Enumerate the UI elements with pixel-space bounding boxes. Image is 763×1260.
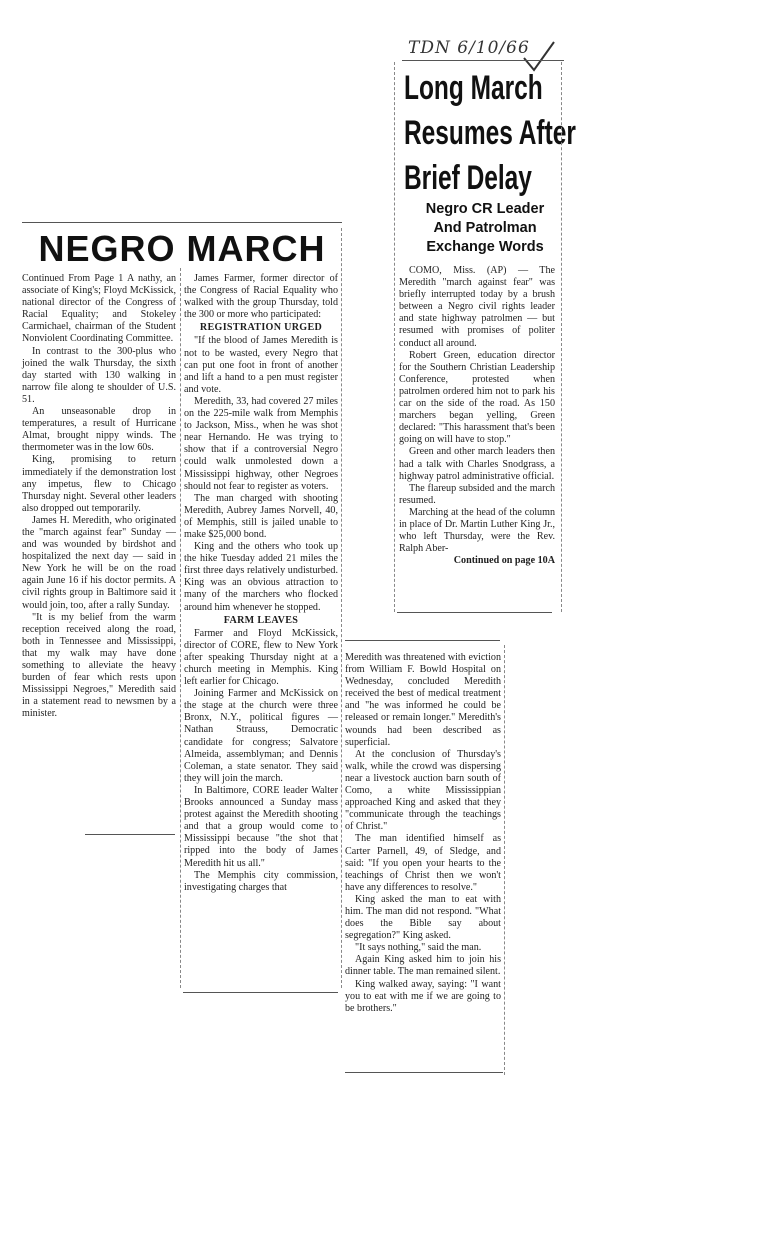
body-paragraph: COMO, Miss. (AP) — The Meredith "march against fear" was briefly interrupted today by a brush between a Negro civil rights leader and state highway patrolmen — but resumed with promises of politer conduct all around.: [399, 265, 555, 349]
body-paragraph: James H. Meredith, who originated the "march against fear" Sunday — and was wounded by birdshot and hospitalized the next day — said in New York he will be on the road again June 16 if his doctor permits. A civil rights group in Baltimore said it would join, too, after a rally Sunday.: [22, 514, 176, 611]
deck-line-3: Exchange Words: [426, 239, 544, 255]
body-paragraph: The flareup subsided and the march resumed.: [399, 482, 555, 506]
body-paragraph: The Memphis city commission, investigating charges that: [184, 869, 338, 893]
column-end-rule: [183, 992, 338, 993]
column-divider: [341, 228, 342, 988]
body-paragraph: Green and other march leaders then had a talk with Charles Snodgrass, a highway patrol administrative official.: [399, 446, 555, 482]
body-paragraph: Marching at the head of the column in place of Dr. Martin Luther King Jr., who left Thursday, were the Rev. Ralph Aber-: [399, 506, 555, 555]
body-paragraph: Farmer and Floyd McKissick, director of CORE, flew to New York after speaking Thursday night at a church meeting in Memphis. King left earlier for Chicago.: [184, 627, 338, 688]
body-paragraph: The man charged with shooting Meredith, Aubrey James Norvell, 40, of Memphis, still is jailed unable to make $25,000 bond.: [184, 492, 338, 540]
right-article-left-rule: [394, 62, 395, 612]
headline-line-3: Brief Delay: [404, 159, 532, 197]
right-article-bottom-rule: [397, 612, 552, 613]
subhead-registration: REGISTRATION URGED: [199, 322, 323, 334]
headline-line-2: Resumes After: [404, 114, 576, 152]
body-paragraph: King, promising to return immediately if the demonstration lost any impetus, flew to Chicago Thursday night. Several other leaders also dropped out temporarily.: [22, 454, 176, 514]
body-paragraph: An unseasonable drop in temperatures, a result of Hurricane Almat, brought nippy winds. The thermometer was in the low 60s.: [22, 406, 176, 454]
right-headline: [404, 66, 576, 201]
body-paragraph: Again King asked him to join his dinner table. The man remained silent.: [345, 954, 501, 978]
body-paragraph: King and the others who took up the hike Tuesday added 21 miles the first three days relatively undisturbed. King was an obvious attraction to many of the marchers who flocked around him whenever he stopped.: [184, 541, 338, 613]
column-divider: [504, 645, 505, 1075]
column-divider: [180, 268, 181, 988]
column-end-rule: [345, 1072, 503, 1073]
body-paragraph: King walked away, saying: "I want you to eat with me if we are going to be brothers.": [345, 978, 501, 1014]
deck-line-1: Negro CR Leader: [425, 201, 545, 217]
body-paragraph: Robert Green, education director for the Southern Christian Leadership Conference, protested when patrolmen ordered him not to park his car on the side of the road. As 150 marchers began yelling, Green declared: "This harassment that's been going on will have to stop.": [399, 349, 555, 446]
body-paragraph: "If the blood of James Meredith is not to be wasted, every Negro that can put one foot in front of another and lift a hand to a pen must register and vote.: [184, 335, 338, 395]
continued-line: Continued on page 10A: [453, 555, 555, 567]
body-paragraph: At the conclusion of Thursday's walk, while the crowd was dispersing near a livestock auction barn south of Como, a white Mississippian approached King and asked that they "communicate through the teachings of Christ.": [345, 748, 501, 833]
body-paragraph: James Farmer, former director of the Congress of Racial Equality who walked with the group Thursday, told the 300 or more who participated:: [184, 273, 338, 321]
right-article-right-rule: [561, 62, 562, 612]
body-paragraph: Joining Farmer and McKissick on the stage at the church were three Bronx, N.Y., political figures — Nathan Strauss, Democratic candidate for congress; Salvatore Almeida, assemblyman; and Dennis Coleman, a state senator. They said they will join the march.: [184, 688, 338, 784]
body-paragraph: King asked the man to eat with him. The man did not respond. "What does the Bible say about segregation?" King asked.: [345, 893, 501, 942]
header-rule: [402, 60, 564, 61]
right-article-body: [399, 265, 555, 567]
handwritten-date-note: TDN 6/10/66: [408, 38, 530, 58]
subhead-farm-leaves: FARM LEAVES: [223, 614, 299, 626]
third-column: [345, 652, 501, 1015]
right-deck: [400, 200, 570, 257]
column-end-rule: [85, 834, 175, 835]
left-headline: NEGRO MARCH: [38, 228, 326, 269]
body-paragraph: The man identified himself as Carter Parnell, 49, of Sledge, and said: "If you open your hearts to the teachings of Christ then we won't have any differences to resolve.": [345, 833, 501, 893]
deck-line-2: And Patrolman: [433, 220, 537, 236]
body-paragraph: "It says nothing," said the man.: [355, 942, 482, 954]
left-column-2: [184, 273, 338, 894]
body-paragraph: In Baltimore, CORE leader Walter Brooks announced a Sunday mass protest against the Meredith shooting and that a group would come to Mississippi because "the shot that ripped into the body of James Meredith hit us all.": [184, 784, 338, 869]
body-paragraph: Meredith was threatened with eviction from William F. Bowld Hospital on Wednesday, concluded Meredith received the best of medical treatment and "he was informed he could be released or remain longer." Meredith's wounds had been described as superficial.: [345, 652, 501, 748]
left-column-1: [22, 273, 176, 720]
body-paragraph: In contrast to the 300-plus who joined the walk Thursday, the sixth day started with 130 walking in narrow file along te shoulder of U.S. 51.: [22, 345, 176, 405]
column-top-rule: [345, 640, 500, 641]
body-paragraph: Continued From Page 1 A nathy, an associate of King's; Floyd McKissick, national director of the Congress of Racial Equality; and Stokeley Carmichael, chairman of the Student Nonviolent Coordinating Committee.: [22, 273, 176, 345]
headline-line-1: Long March: [404, 69, 543, 107]
headline-top-rule: [22, 222, 342, 223]
body-paragraph: Meredith, 33, had covered 27 miles on the 225-mile walk from Memphis to Jackson, Miss., when he was shot near Hernando. He was trying to show that if a controversial Negro could walk unmolested down a Mississippi highway, other Negroes should not fear to register as voters.: [184, 395, 338, 492]
body-paragraph: "It is my belief from the warm reception received along the road, both in Tennessee and Mississippi, that my walk may have done something to alleviate the heavy burden of fear which rests upon Mississippi Negroes," Meredith said in a statement read to newsmen by a minister.: [22, 611, 176, 720]
